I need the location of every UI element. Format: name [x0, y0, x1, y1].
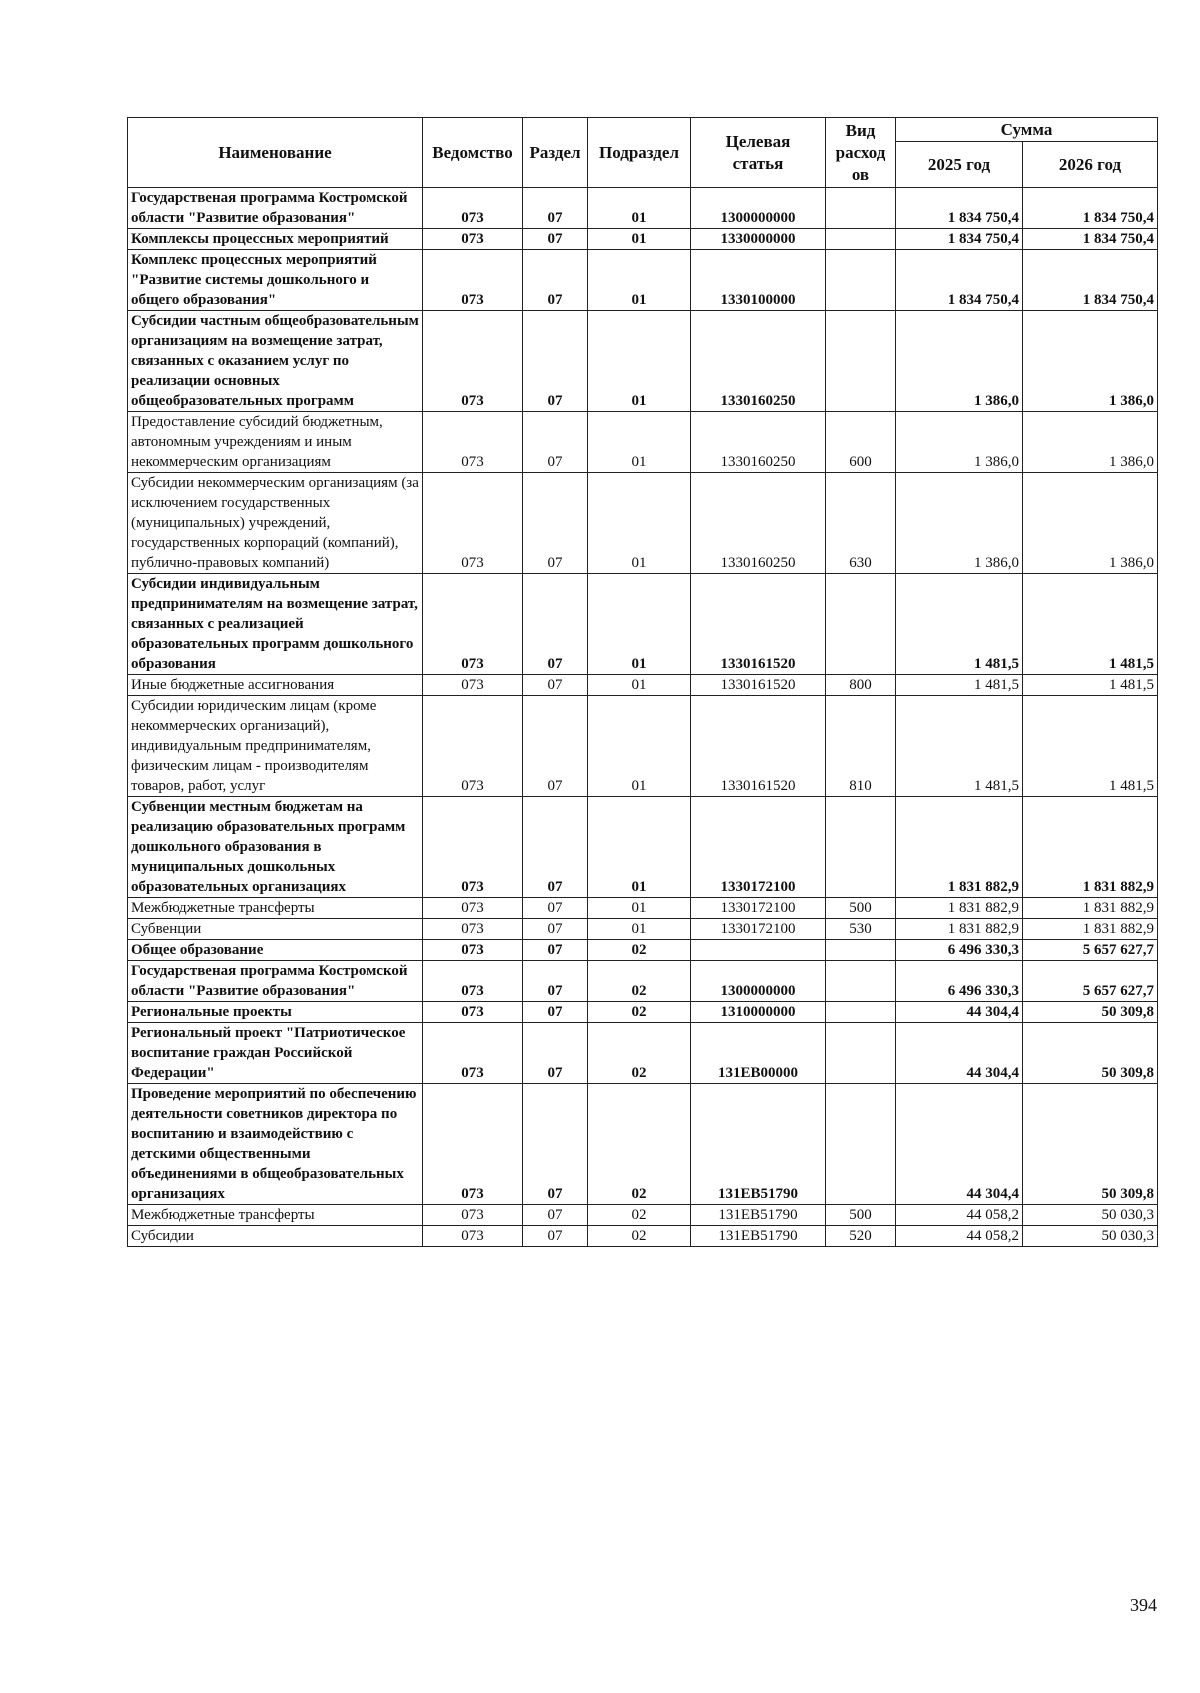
row-expense-type	[826, 797, 896, 898]
row-sum-2026: 1 386,0	[1023, 311, 1158, 412]
table-row	[128, 1023, 1158, 1084]
row-target-article: 1330172100	[691, 919, 826, 940]
header-year-2025: 2025 год	[896, 142, 1023, 188]
row-target-article: 1310000000	[691, 1002, 826, 1023]
row-department: 073	[423, 1084, 523, 1205]
row-section: 07	[523, 311, 588, 412]
row-section: 07	[523, 797, 588, 898]
row-section: 07	[523, 1205, 588, 1226]
row-department: 073	[423, 311, 523, 412]
row-subsection: 02	[588, 1023, 691, 1084]
row-expense-type	[826, 250, 896, 311]
row-department: 073	[423, 188, 523, 229]
row-expense-type	[826, 188, 896, 229]
row-sum-2025: 1 831 882,9	[896, 898, 1023, 919]
row-sum-2025: 1 834 750,4	[896, 250, 1023, 311]
row-target-article: 1330000000	[691, 229, 826, 250]
row-sum-2025: 44 058,2	[896, 1205, 1023, 1226]
row-name: Региональные проекты	[128, 1002, 423, 1023]
row-target-article: 1330160250	[691, 412, 826, 473]
row-expense-type: 800	[826, 675, 896, 696]
row-expense-type	[826, 940, 896, 961]
row-sum-2026: 1 831 882,9	[1023, 898, 1158, 919]
row-expense-type: 600	[826, 412, 896, 473]
table-row	[128, 961, 1158, 1002]
row-expense-type	[826, 574, 896, 675]
row-sum-2025: 1 386,0	[896, 473, 1023, 574]
row-sum-2025: 1 834 750,4	[896, 229, 1023, 250]
row-name: Иные бюджетные ассигнования	[128, 675, 423, 696]
row-expense-type: 500	[826, 898, 896, 919]
row-target-article: 131EB51790	[691, 1226, 826, 1247]
row-sum-2026: 1 386,0	[1023, 473, 1158, 574]
row-subsection: 02	[588, 1002, 691, 1023]
table-row	[128, 1226, 1158, 1247]
row-name: Субсидии индивидуальным предпринимателям на возмещение затрат, связанных с реализацией образовательных программ дошкольного образования	[128, 574, 423, 675]
row-sum-2026: 1 831 882,9	[1023, 797, 1158, 898]
row-subsection: 01	[588, 229, 691, 250]
row-department: 073	[423, 473, 523, 574]
row-name: Межбюджетные трансферты	[128, 898, 423, 919]
row-subsection: 01	[588, 250, 691, 311]
row-sum-2026: 1 481,5	[1023, 574, 1158, 675]
row-target-article: 1330172100	[691, 898, 826, 919]
row-subsection: 01	[588, 797, 691, 898]
row-subsection: 02	[588, 940, 691, 961]
row-department: 073	[423, 1226, 523, 1247]
table-row	[128, 675, 1158, 696]
row-target-article: 1330161520	[691, 696, 826, 797]
row-subsection: 01	[588, 188, 691, 229]
row-name: Субвенции местным бюджетам на реализацию образовательных программ дошкольного образования в муниципальных дошкольных образовательных организациях	[128, 797, 423, 898]
row-sum-2025: 1 481,5	[896, 696, 1023, 797]
row-sum-2025: 1 831 882,9	[896, 919, 1023, 940]
table-row	[128, 919, 1158, 940]
row-name: Комплексы процессных мероприятий	[128, 229, 423, 250]
row-subsection: 02	[588, 1084, 691, 1205]
row-subsection: 01	[588, 412, 691, 473]
row-department: 073	[423, 1205, 523, 1226]
row-department: 073	[423, 961, 523, 1002]
table-row	[128, 250, 1158, 311]
row-sum-2026: 1 831 882,9	[1023, 919, 1158, 940]
row-section: 07	[523, 961, 588, 1002]
row-sum-2026: 50 309,8	[1023, 1084, 1158, 1205]
row-subsection: 02	[588, 961, 691, 1002]
table-row	[128, 1205, 1158, 1226]
row-section: 07	[523, 940, 588, 961]
row-target-article: 1330172100	[691, 797, 826, 898]
row-section: 07	[523, 696, 588, 797]
row-section: 07	[523, 919, 588, 940]
row-name: Субсидии частным общеобразовательным организациям на возмещение затрат, связанных с оказанием услуг по реализации основных общеобразовательных программ	[128, 311, 423, 412]
row-target-article: 1330161520	[691, 675, 826, 696]
row-sum-2025: 1 834 750,4	[896, 188, 1023, 229]
row-department: 073	[423, 898, 523, 919]
row-department: 073	[423, 250, 523, 311]
row-name: Субсидии	[128, 1226, 423, 1247]
row-expense-type	[826, 961, 896, 1002]
row-section: 07	[523, 250, 588, 311]
row-sum-2026: 50 030,3	[1023, 1226, 1158, 1247]
row-sum-2025: 44 304,4	[896, 1023, 1023, 1084]
table-row	[128, 574, 1158, 675]
row-name: Предоставление субсидий бюджетным, автономным учреждениям и иным некоммерческим организациям	[128, 412, 423, 473]
row-section: 07	[523, 229, 588, 250]
header-name: Наименование	[128, 118, 423, 188]
row-name: Субсидии некоммерческим организациям (за исключением государственных (муниципальных) учреждений, государственных корпораций (компаний), публично-правовых компаний)	[128, 473, 423, 574]
table-body	[128, 188, 1158, 1247]
row-section: 07	[523, 1023, 588, 1084]
row-section: 07	[523, 1226, 588, 1247]
row-subsection: 01	[588, 574, 691, 675]
row-expense-type: 530	[826, 919, 896, 940]
header-section: Раздел	[523, 118, 588, 188]
row-section: 07	[523, 1084, 588, 1205]
table-row	[128, 940, 1158, 961]
row-name: Комплекс процессных мероприятий "Развитие системы дошкольного и общего образования"	[128, 250, 423, 311]
row-section: 07	[523, 473, 588, 574]
page-number: 394	[1130, 1595, 1157, 1615]
header-department: Ведомство	[423, 118, 523, 188]
table-row	[128, 1084, 1158, 1205]
row-department: 073	[423, 1002, 523, 1023]
row-expense-type: 520	[826, 1226, 896, 1247]
row-name: Субсидии юридическим лицам (кроме некоммерческих организаций), индивидуальным предпринимателям, физическим лицам - производителям товаров, работ, услуг	[128, 696, 423, 797]
row-target-article	[691, 940, 826, 961]
row-target-article: 131EB00000	[691, 1023, 826, 1084]
row-sum-2025: 1 481,5	[896, 675, 1023, 696]
row-name: Государственая программа Костромской области "Развитие образования"	[128, 188, 423, 229]
row-sum-2025: 6 496 330,3	[896, 961, 1023, 1002]
header-sum: Сумма	[896, 118, 1158, 142]
row-section: 07	[523, 574, 588, 675]
row-name: Общее образование	[128, 940, 423, 961]
row-name: Региональный проект "Патриотическое воспитание граждан Российской Федерации"	[128, 1023, 423, 1084]
table-row	[128, 188, 1158, 229]
row-target-article: 1330161520	[691, 574, 826, 675]
row-expense-type: 500	[826, 1205, 896, 1226]
row-target-article: 1300000000	[691, 961, 826, 1002]
budget-table	[127, 117, 1158, 1247]
row-subsection: 01	[588, 919, 691, 940]
row-expense-type	[826, 1002, 896, 1023]
row-sum-2026: 50 309,8	[1023, 1023, 1158, 1084]
row-department: 073	[423, 919, 523, 940]
table-row	[128, 229, 1158, 250]
row-sum-2025: 44 304,4	[896, 1084, 1023, 1205]
row-department: 073	[423, 940, 523, 961]
row-sum-2026: 50 030,3	[1023, 1205, 1158, 1226]
row-section: 07	[523, 1002, 588, 1023]
row-sum-2026: 5 657 627,7	[1023, 961, 1158, 1002]
row-expense-type	[826, 1084, 896, 1205]
row-section: 07	[523, 412, 588, 473]
row-sum-2025: 44 304,4	[896, 1002, 1023, 1023]
row-target-article: 131EB51790	[691, 1205, 826, 1226]
row-subsection: 01	[588, 696, 691, 797]
header-year-2026: 2026 год	[1023, 142, 1158, 188]
row-department: 073	[423, 1023, 523, 1084]
row-subsection: 02	[588, 1205, 691, 1226]
row-subsection: 01	[588, 473, 691, 574]
row-subsection: 01	[588, 675, 691, 696]
row-target-article: 1330160250	[691, 311, 826, 412]
row-department: 073	[423, 229, 523, 250]
row-name: Межбюджетные трансферты	[128, 1205, 423, 1226]
row-section: 07	[523, 188, 588, 229]
row-section: 07	[523, 898, 588, 919]
row-department: 073	[423, 797, 523, 898]
row-target-article: 131EB51790	[691, 1084, 826, 1205]
row-sum-2025: 1 386,0	[896, 311, 1023, 412]
row-sum-2025: 1 386,0	[896, 412, 1023, 473]
header-expense-type	[826, 118, 896, 188]
row-sum-2026: 5 657 627,7	[1023, 940, 1158, 961]
header-expense-type-line3: ов	[851, 164, 870, 184]
row-sum-2026: 50 309,8	[1023, 1002, 1158, 1023]
row-expense-type: 810	[826, 696, 896, 797]
row-name: Субвенции	[128, 919, 423, 940]
row-sum-2025: 1 481,5	[896, 574, 1023, 675]
row-target-article: 1330160250	[691, 473, 826, 574]
row-section: 07	[523, 675, 588, 696]
row-department: 073	[423, 675, 523, 696]
table-row	[128, 311, 1158, 412]
row-subsection: 01	[588, 311, 691, 412]
row-expense-type	[826, 1023, 896, 1084]
row-department: 073	[423, 574, 523, 675]
row-target-article: 1330100000	[691, 250, 826, 311]
table-row	[128, 898, 1158, 919]
row-department: 073	[423, 412, 523, 473]
row-sum-2026: 1 481,5	[1023, 675, 1158, 696]
row-sum-2025: 1 831 882,9	[896, 797, 1023, 898]
row-sum-2026: 1 834 750,4	[1023, 188, 1158, 229]
row-sum-2026: 1 386,0	[1023, 412, 1158, 473]
row-sum-2026: 1 834 750,4	[1023, 250, 1158, 311]
header-target-article: Целевая статья	[691, 118, 826, 188]
row-name: Государственая программа Костромской области "Развитие образования"	[128, 961, 423, 1002]
table-row	[128, 412, 1158, 473]
row-sum-2025: 6 496 330,3	[896, 940, 1023, 961]
row-sum-2026: 1 834 750,4	[1023, 229, 1158, 250]
row-expense-type	[826, 229, 896, 250]
header-subsection: Подраздел	[588, 118, 691, 188]
table-row	[128, 696, 1158, 797]
table-row	[128, 797, 1158, 898]
header-expense-type-line1: Вид	[845, 120, 876, 140]
row-expense-type: 630	[826, 473, 896, 574]
row-name: Проведение мероприятий по обеспечению деятельности советников директора по воспитанию и взаимодействию с детскими общественными объединениями в общеобразовательных организациях	[128, 1084, 423, 1205]
table-row	[128, 473, 1158, 574]
row-subsection: 02	[588, 1226, 691, 1247]
row-department: 073	[423, 696, 523, 797]
row-sum-2026: 1 481,5	[1023, 696, 1158, 797]
row-target-article: 1300000000	[691, 188, 826, 229]
header-expense-type-line2: расход	[835, 142, 886, 162]
row-sum-2025: 44 058,2	[896, 1226, 1023, 1247]
row-subsection: 01	[588, 898, 691, 919]
row-expense-type	[826, 311, 896, 412]
table-row	[128, 1002, 1158, 1023]
